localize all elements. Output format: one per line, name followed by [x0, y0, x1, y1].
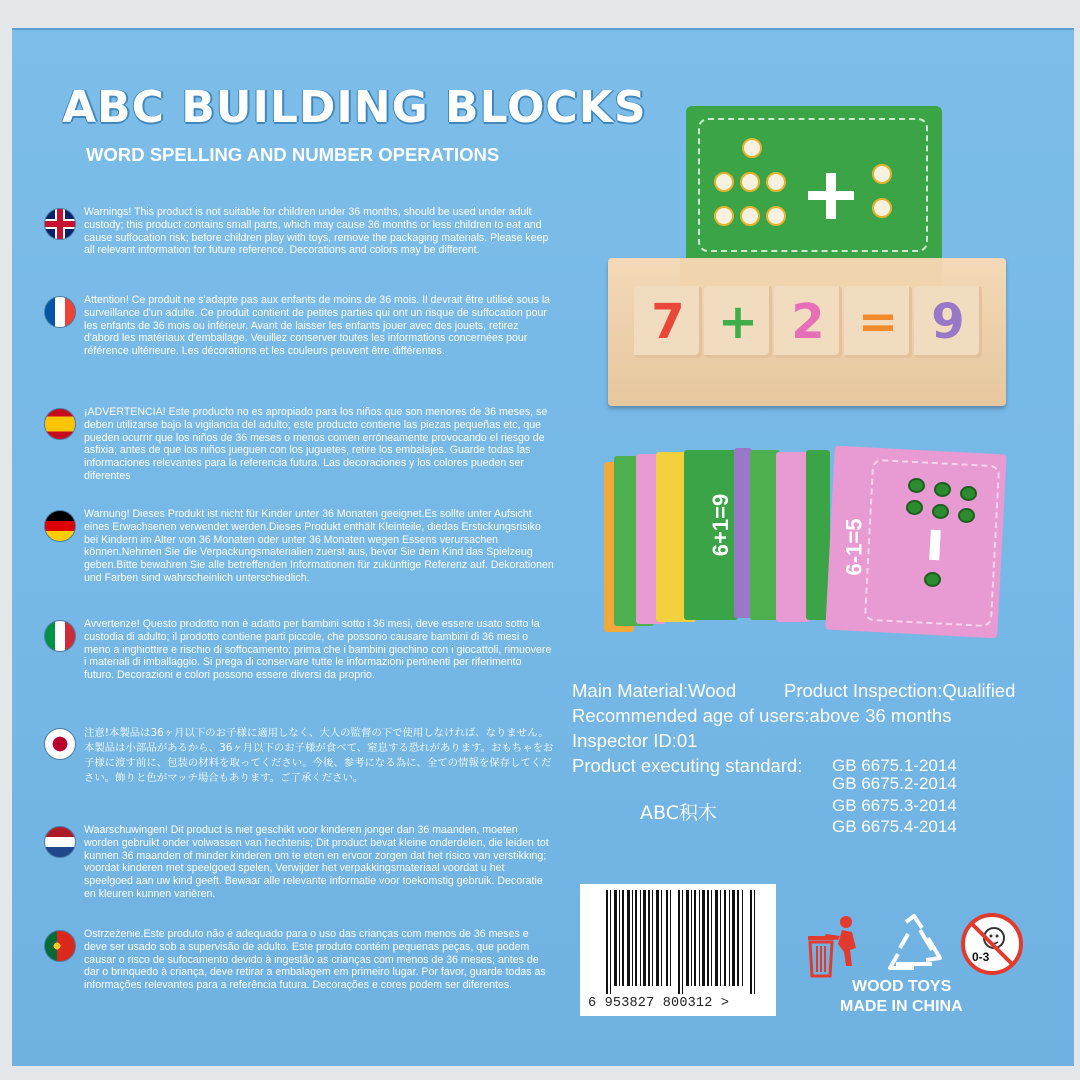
frog-icon — [924, 572, 941, 587]
card-equation: 6-1=5 — [841, 518, 867, 576]
number-cube: 2 — [774, 286, 842, 358]
recycle-icon — [880, 914, 948, 974]
number-cube: = — [844, 286, 912, 358]
minus-sign-icon — [929, 530, 941, 560]
plus-sign-icon — [826, 173, 836, 219]
frog-icon — [958, 508, 975, 523]
number-cube: 7 — [634, 286, 702, 358]
germany-flag-icon — [44, 510, 76, 542]
chinese-product-name: ABC积木 — [640, 802, 717, 824]
warning-text: Waarschuwingen! Dit product is niet geschikt voor kinderen jonger dan 36 maanden, moeten worden gebruikt onder volwassen van hechtenis; Dit product bevat kleine onderdelen, die leiden tot kunnen 36 maanden of minder kinderen om te eten en ervoor zorgen dat het risico van verstikking; voordat kinderen met speelgoed spelen, Verwijder het verpakkingsmateriaal voordat u het speelgoed aan uw kind geeft. Bewaar alle relevante informatie voor toekomstig gebruik. Decoratie en kleuren kunnen variëren. — [84, 824, 549, 900]
portugal-flag-icon — [44, 930, 76, 962]
barcode-number: 6 953827 800312 > — [588, 996, 730, 1011]
age-warning-icon — [960, 912, 1024, 976]
warning-text: Warnung! Dieses Produkt ist nicht für Kinder unter 36 Monaten geeignet.Es sollte unter Aufsicht eines Erwachsenen verwendet werden.Dieses Produkt enthält Kleinteile, diedas Erstickungsrisiko bei Kindern im Alter von 36 Monaten oder unter 36 Monaten wegen Essens verursachen können.Nehmen Sie die Verpackungsmaterialien zuerst aus, bevor Sie dem Kind das Spielzeug geben.Bitte bewahren Sie alle betreffenden Informationen für zukünftige Referenz auf. Dekorationen und Farben sind wahrscheinlich unterschiedlich. — [84, 508, 554, 584]
spec-standard: GB 6675.4-2014 — [832, 817, 957, 836]
age-label: 0-3 — [972, 950, 990, 964]
barcode-icon — [606, 890, 758, 994]
card — [776, 452, 810, 622]
netherlands-flag-icon — [44, 826, 76, 858]
clock-icon — [740, 206, 760, 226]
clock-icon — [714, 172, 734, 192]
clock-icon — [742, 138, 762, 158]
frog-icon — [934, 482, 951, 497]
warning-text: Warnings! This product is not suitable for children under 36 months, should be used under adult custody; this product contains small parts, which may cause 36 months or less children to eat and cause suffocation risk; before children play with toys, remove the packaging materials. Please keep all relevant information for future reference. Decorations and colors may be different. — [84, 206, 549, 257]
spec-inspector: Inspector ID:01 — [572, 730, 698, 751]
wood-toys-label: WOOD TOYS — [852, 978, 952, 995]
spec-standard: GB 6675.2-2014 — [832, 774, 957, 793]
spec-standard: GB 6675.1-2014 — [832, 756, 957, 775]
frog-icon — [906, 500, 923, 515]
frog-icon — [960, 486, 977, 501]
frog-icon — [908, 478, 925, 493]
warning-text: Avvertenze! Questo prodotto non è adatto per bambini sotto i 36 mesi, deve essere usato sotto la custodia di adulto; il prodotto contiene parti piccole, che possono causare bambini di 36 mesi o meno a inghiottire e rischio di soffocamento; prima che i bambini giochino con i giocattoli, rimuovere i materiali di imballaggio. Si prega di conservare tutte le informazioni pertinenti per riferimento futuro. Decorazioni e colori possono essere diversi da proprio. — [84, 618, 552, 682]
spain-flag-icon — [44, 408, 76, 440]
number-cube: + — [704, 286, 772, 358]
spec-standard: GB 6675.3-2014 — [832, 796, 957, 815]
number-cube: 9 — [914, 286, 982, 358]
spec-age: Recommended age of users:above 36 months — [572, 705, 952, 726]
clock-icon — [766, 206, 786, 226]
spec-material: Main Material:Wood — [572, 680, 737, 701]
clock-icon — [872, 198, 892, 218]
italy-flag-icon — [44, 620, 76, 652]
frog-icon — [932, 504, 949, 519]
spec-inspection: Product Inspection:Qualified — [784, 680, 1016, 701]
product-title: ABC BUILDING BLOCKS — [62, 82, 647, 133]
product-subtitle: WORD SPELLING AND NUMBER OPERATIONS — [86, 144, 500, 165]
france-flag-icon — [44, 296, 76, 328]
clock-icon — [740, 172, 760, 192]
warning-text: 注意!本製品は36ヶ月以下のお子様に適用しなく、大人の監督の下で使用しなければ、なりません。本製品は小部品があるから、36ヶ月以下のお子様が食べて、窒息する恐れがあります。おもちゃをお子様に渡す前に、包装の材料を取ってください。今後、参考になる為に、全ての情報を保存してください。飾りと色がマッチ場合もあります。ご了承ください。 — [84, 727, 554, 784]
uk-flag-icon — [44, 208, 76, 240]
clock-icon — [872, 164, 892, 184]
japan-flag-icon — [44, 728, 76, 760]
made-in-label: MADE IN CHINA — [840, 998, 963, 1015]
clock-icon — [766, 172, 786, 192]
clock-icon — [714, 206, 734, 226]
warning-text: ¡ADVERTENCIA! Este producto no es apropiado para los niños que son menores de 36 meses, se deben utilizarse bajo la vigilancia del adulto; este producto contiene las piezas pequeñas etc, que pueden ocurrir que los niños de 36 meses o menos comen erróneamente provocando el riesgo de asfixia; antes de que los niños jueguen con los juguetes, retire los embalajes. Guarde todas las informaciones relevantes para la referencia futura. Las decoraciones y los colores pueden ser diferentes — [84, 406, 548, 482]
warning-text: Ostrzeżenie.Este produto não é adequado para o uso das crianças com menos de 36 meses e deve ser usado sob a supervisão de adulto. Este produto contém pequenas peças, que podem causar o risco de sufocamento devido à ingestão as crianças com menos de 36 meses; antes de dar o brinquedo à criança, deve retirar a embalagem em primeiro lugar. Por favor, guarde todas as informações relevantes para a referência futura. Decorações e cores podem ser diferentes. — [84, 928, 546, 992]
spec-standard-label: Product executing standard: — [572, 755, 803, 776]
stand-slot — [680, 258, 942, 288]
trash-bin-icon — [806, 914, 860, 980]
warning-text: Attention! Ce produit ne s'adapte pas aux enfants de moins de 36 mois. Il devrait être utilisé sous la surveillance d'un adulte. Ce produit contient de petites parties qui ont un risque de suffocation pour les enfants de 36 mois ou inférieur. Avant de laisser les enfants jouer avec des jouets, retirez d'abord les matériaux d'emballage. Veuillez conserver toutes les informations concernées pour référence ultérieure. Les décorations et les couleurs peuvent être différentes. — [84, 294, 551, 358]
card-equation: 6+1=9 — [708, 493, 734, 557]
